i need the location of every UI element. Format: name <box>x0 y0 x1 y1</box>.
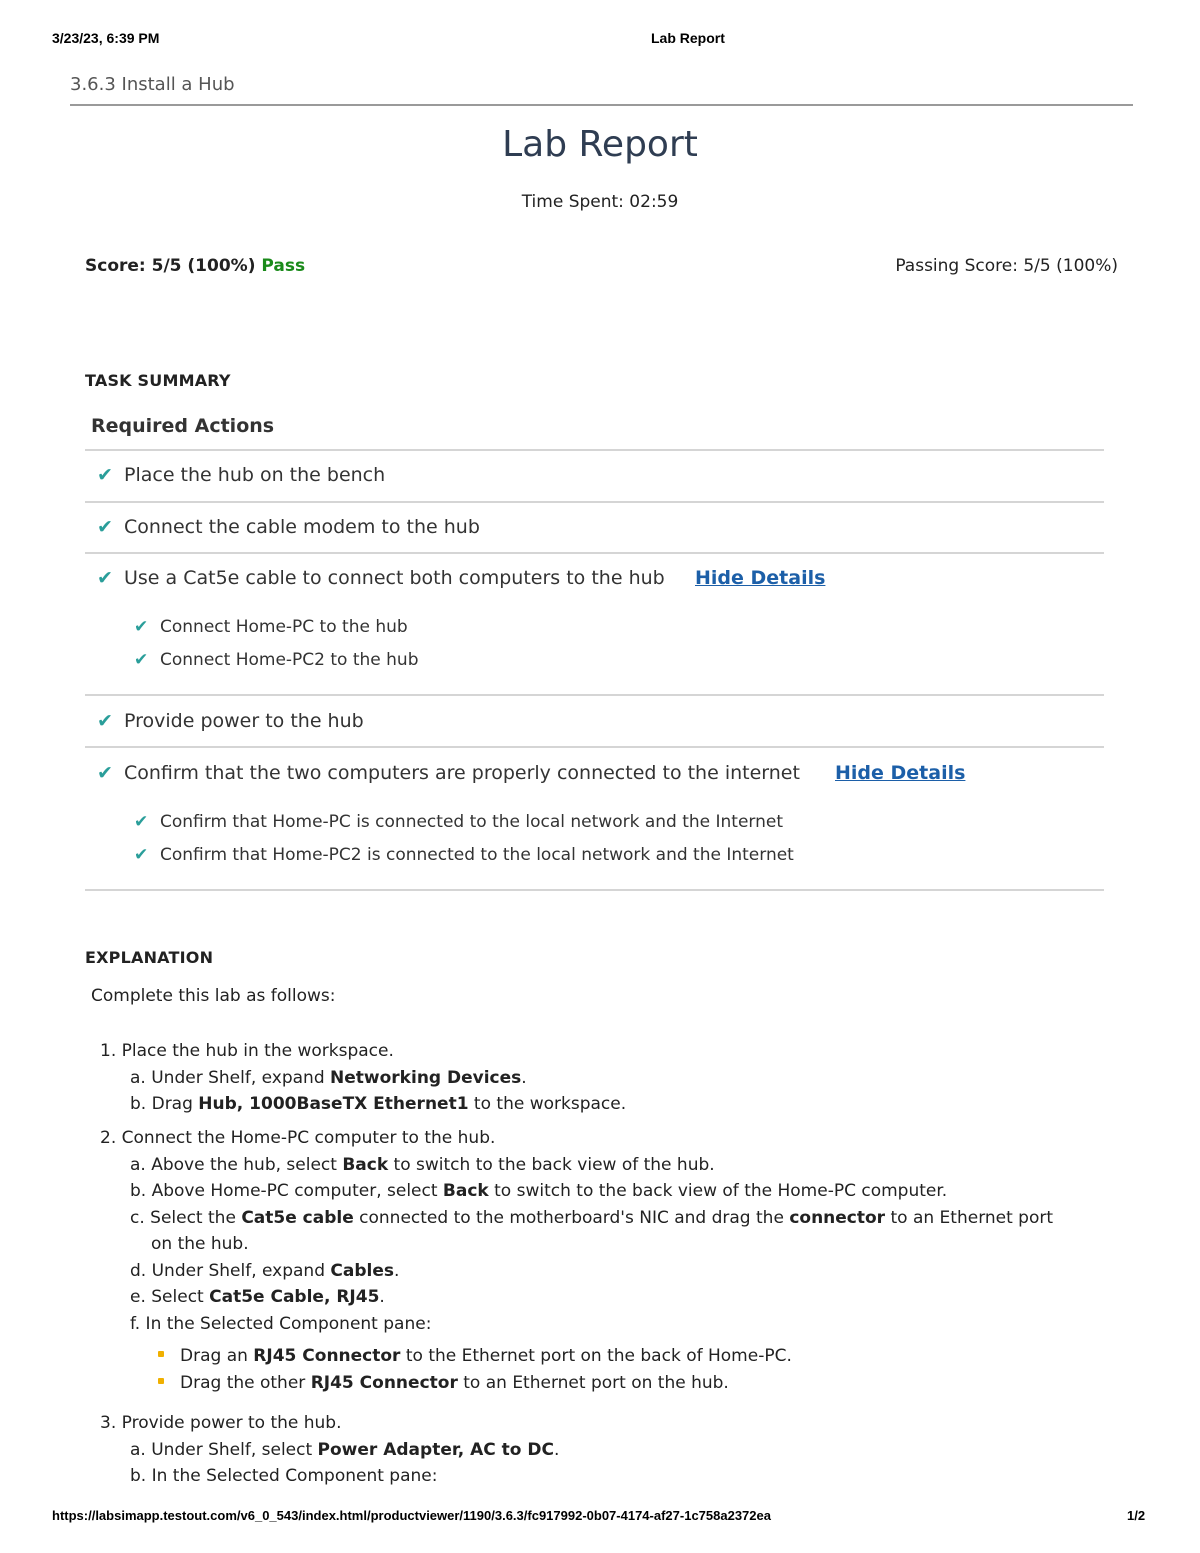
divider <box>85 552 1104 554</box>
bullet-icon <box>158 1378 164 1384</box>
subtask-item: ✔ Confirm that Home-PC2 is connected to the local network and the Internet <box>134 845 794 865</box>
subtask-item: ✔ Confirm that Home-PC is connected to the local network and the Internet <box>134 812 784 832</box>
checkmark-icon: ✔ <box>134 650 149 670</box>
divider <box>85 746 1104 748</box>
divider <box>85 694 1104 696</box>
step-2: 2. Connect the Home-PC computer to the hub. <box>100 1128 496 1148</box>
checkmark-icon: ✔ <box>134 812 149 832</box>
step-2d: d. Under Shelf, expand Cables. <box>130 1261 400 1281</box>
print-datetime: 3/23/23, 6:39 PM <box>52 30 160 46</box>
checkmark-icon: ✔ <box>97 762 113 784</box>
subtask-item: ✔ Connect Home-PC to the hub <box>134 617 408 637</box>
step-3: 3. Provide power to the hub. <box>100 1413 342 1433</box>
score <box>85 256 305 276</box>
checkmark-icon: ✔ <box>97 567 113 589</box>
passing-score: Passing Score: 5/5 (100%) <box>895 256 1118 276</box>
task-item: ✔ Provide power to the hub <box>97 710 364 732</box>
step-2c: c. Select the Cat5e cable connected to the motherboard's NIC and drag the connector to an Ethernet port <box>130 1208 1054 1228</box>
divider <box>85 889 1104 891</box>
explanation-intro: Complete this lab as follows: <box>91 986 336 1006</box>
step-3b: b. In the Selected Component pane: <box>130 1466 438 1486</box>
checkmark-icon: ✔ <box>97 710 113 732</box>
task-item: ✔ Confirm that the two computers are properly connected to the internet <box>97 762 800 784</box>
divider <box>85 501 1104 503</box>
divider <box>85 449 1104 451</box>
page-number: 1/2 <box>1127 1508 1146 1523</box>
time-spent: Time Spent: 02:59 <box>521 192 679 212</box>
pass-badge: Pass <box>261 256 306 276</box>
task-item: ✔ Place the hub on the bench <box>97 464 386 486</box>
print-url: https://labsimapp.testout.com/v6_0_543/index.html/productviewer/1190/3.6.3/fc917992-0b07-4174-af27-1c758a2372ea <box>52 1508 771 1523</box>
checkmark-icon: ✔ <box>134 617 149 637</box>
task-item: ✔ Connect the cable modem to the hub <box>97 516 480 538</box>
print-header-title: Lab Report <box>651 30 725 46</box>
step-1b: b. Drag Hub, 1000BaseTX Ethernet1 to the workspace. <box>130 1094 627 1114</box>
score-value: Score: 5/5 (100%) <box>85 256 256 276</box>
page-title: Lab Report <box>502 124 698 165</box>
checkmark-icon: ✔ <box>97 464 113 486</box>
bullet-icon <box>158 1351 164 1357</box>
bullet-item: Drag the other RJ45 Connector to an Ethernet port on the hub. <box>158 1373 729 1393</box>
lab-name: 3.6.3 Install a Hub <box>70 74 235 95</box>
task-summary-heading: TASK SUMMARY <box>85 371 231 390</box>
step-2e: e. Select Cat5e Cable, RJ45. <box>130 1287 385 1307</box>
step-1: 1. Place the hub in the workspace. <box>100 1041 394 1061</box>
required-actions-heading: Required Actions <box>91 415 275 437</box>
step-1a: a. Under Shelf, expand Networking Devices. <box>130 1068 527 1088</box>
checkmark-icon: ✔ <box>134 845 149 865</box>
bullet-item: Drag an RJ45 Connector to the Ethernet port on the back of Home-PC. <box>158 1346 792 1366</box>
step-2b: b. Above Home-PC computer, select Back to switch to the back view of the Home-PC computer. <box>130 1181 948 1201</box>
header-divider <box>70 104 1133 106</box>
task-item: ✔ Use a Cat5e cable to connect both computers to the hub <box>97 567 665 589</box>
explanation-heading: EXPLANATION <box>85 948 214 967</box>
hide-details-link[interactable]: Hide Details <box>835 762 966 784</box>
step-3a: a. Under Shelf, select Power Adapter, AC to DC. <box>130 1440 560 1460</box>
checkmark-icon: ✔ <box>97 516 113 538</box>
step-2c-continued: on the hub. <box>151 1234 249 1254</box>
step-2f: f. In the Selected Component pane: <box>130 1314 432 1334</box>
step-2a: a. Above the hub, select Back to switch to the back view of the hub. <box>130 1155 715 1175</box>
subtask-item: ✔ Connect Home-PC2 to the hub <box>134 650 419 670</box>
hide-details-link[interactable]: Hide Details <box>695 567 826 589</box>
